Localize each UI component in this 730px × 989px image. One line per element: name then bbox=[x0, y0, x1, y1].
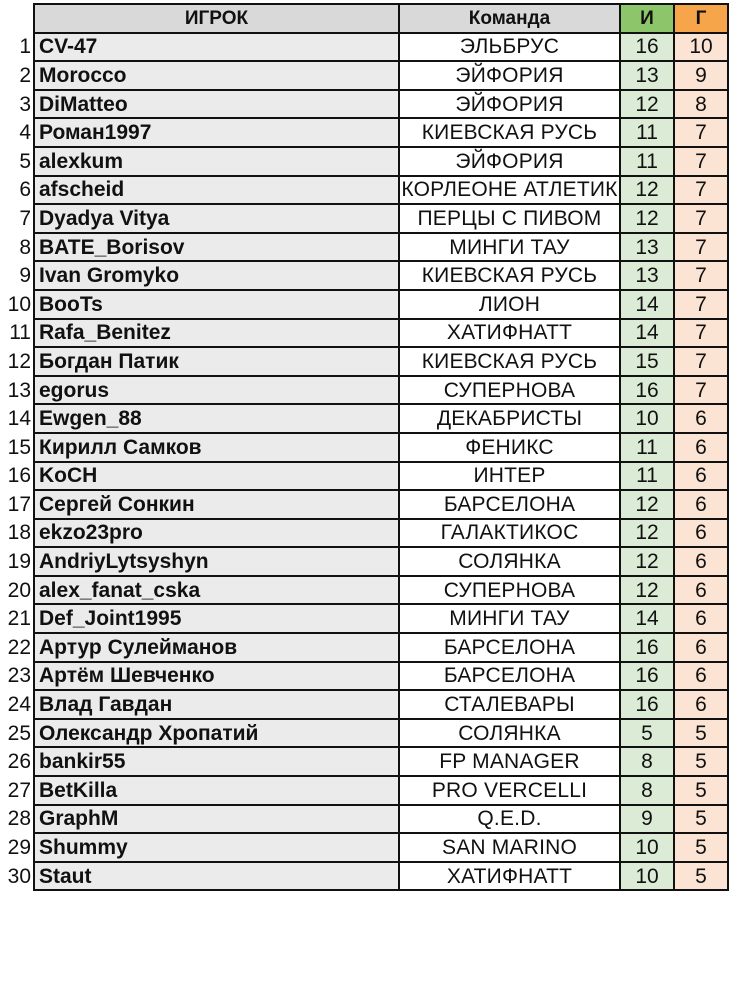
goals-cell: 6 bbox=[674, 604, 728, 633]
goals-cell: 5 bbox=[674, 747, 728, 776]
team-cell: КИЕВСКАЯ РУСЬ bbox=[399, 261, 620, 290]
player-cell: GraphM bbox=[34, 805, 399, 834]
team-cell: БАРСЕЛОНА bbox=[399, 490, 620, 519]
games-cell: 13 bbox=[620, 261, 674, 290]
team-cell: Q.E.D. bbox=[399, 805, 620, 834]
games-cell: 9 bbox=[620, 805, 674, 834]
goals-cell: 6 bbox=[674, 490, 728, 519]
rank-cell: 1 bbox=[0, 33, 34, 62]
goals-cell: 7 bbox=[674, 290, 728, 319]
team-cell: ХАТИФНАТТ bbox=[399, 862, 620, 891]
goals-cell: 5 bbox=[674, 862, 728, 891]
table-row bbox=[0, 176, 728, 205]
games-cell: 11 bbox=[620, 462, 674, 491]
player-cell: Morocco bbox=[34, 61, 399, 90]
team-cell: ИНТЕР bbox=[399, 462, 620, 491]
games-cell: 13 bbox=[620, 233, 674, 262]
games-cell: 13 bbox=[620, 61, 674, 90]
player-cell: Staut bbox=[34, 862, 399, 891]
rank-cell: 9 bbox=[0, 261, 34, 290]
rank-cell: 22 bbox=[0, 633, 34, 662]
goals-cell: 7 bbox=[674, 204, 728, 233]
goals-cell: 7 bbox=[674, 376, 728, 405]
rank-cell: 24 bbox=[0, 690, 34, 719]
table-row bbox=[0, 404, 728, 433]
games-cell: 11 bbox=[620, 118, 674, 147]
player-cell: Кирилл Самков bbox=[34, 433, 399, 462]
games-cell: 5 bbox=[620, 719, 674, 748]
table-row bbox=[0, 147, 728, 176]
games-cell: 15 bbox=[620, 347, 674, 376]
player-cell: Влад Гавдан bbox=[34, 690, 399, 719]
table-row bbox=[0, 290, 728, 319]
goals-cell: 6 bbox=[674, 576, 728, 605]
team-cell: СОЛЯНКА bbox=[399, 719, 620, 748]
team-header: Команда bbox=[399, 4, 620, 33]
games-cell: 10 bbox=[620, 862, 674, 891]
standings-table bbox=[0, 3, 729, 891]
team-cell: ЭЙФОРИЯ bbox=[399, 147, 620, 176]
games-cell: 16 bbox=[620, 662, 674, 691]
games-cell: 11 bbox=[620, 147, 674, 176]
goals-cell: 7 bbox=[674, 347, 728, 376]
team-cell: МИНГИ ТАУ bbox=[399, 233, 620, 262]
player-cell: DiMatteo bbox=[34, 90, 399, 119]
player-cell: alex_fanat_cska bbox=[34, 576, 399, 605]
table-row bbox=[0, 576, 728, 605]
player-cell: Def_Joint1995 bbox=[34, 604, 399, 633]
team-cell: ЛИОН bbox=[399, 290, 620, 319]
goals-cell: 6 bbox=[674, 519, 728, 548]
rank-header bbox=[0, 4, 34, 33]
goals-cell: 6 bbox=[674, 547, 728, 576]
rank-cell: 4 bbox=[0, 118, 34, 147]
player-cell: BooTs bbox=[34, 290, 399, 319]
games-cell: 12 bbox=[620, 519, 674, 548]
table-row bbox=[0, 662, 728, 691]
table-row bbox=[0, 604, 728, 633]
games-cell: 10 bbox=[620, 404, 674, 433]
table-row bbox=[0, 490, 728, 519]
games-cell: 12 bbox=[620, 176, 674, 205]
rank-cell: 12 bbox=[0, 347, 34, 376]
team-cell: БАРСЕЛОНА bbox=[399, 633, 620, 662]
goals-cell: 7 bbox=[674, 261, 728, 290]
rank-cell: 5 bbox=[0, 147, 34, 176]
rank-cell: 27 bbox=[0, 776, 34, 805]
team-cell: БАРСЕЛОНА bbox=[399, 662, 620, 691]
table-row bbox=[0, 33, 728, 62]
team-cell: SAN MARINO bbox=[399, 833, 620, 862]
games-cell: 16 bbox=[620, 33, 674, 62]
goals-cell: 8 bbox=[674, 90, 728, 119]
table-body bbox=[0, 33, 728, 891]
games-cell: 12 bbox=[620, 490, 674, 519]
rank-cell: 15 bbox=[0, 433, 34, 462]
rank-cell: 23 bbox=[0, 662, 34, 691]
goals-cell: 5 bbox=[674, 805, 728, 834]
team-cell: FP MANAGER bbox=[399, 747, 620, 776]
rank-cell: 19 bbox=[0, 547, 34, 576]
table-row bbox=[0, 319, 728, 348]
table-row bbox=[0, 776, 728, 805]
table-row bbox=[0, 376, 728, 405]
games-cell: 8 bbox=[620, 747, 674, 776]
team-cell: ЭЙФОРИЯ bbox=[399, 90, 620, 119]
goals-cell: 5 bbox=[674, 833, 728, 862]
rank-cell: 2 bbox=[0, 61, 34, 90]
player-cell: Артём Шевченко bbox=[34, 662, 399, 691]
games-cell: 12 bbox=[620, 90, 674, 119]
goals-cell: 5 bbox=[674, 719, 728, 748]
player-cell: Ewgen_88 bbox=[34, 404, 399, 433]
goals-cell: 7 bbox=[674, 147, 728, 176]
team-cell: ХАТИФНАТТ bbox=[399, 319, 620, 348]
games-cell: 14 bbox=[620, 319, 674, 348]
player-cell: Артур Сулейманов bbox=[34, 633, 399, 662]
player-cell: Олександр Хропатий bbox=[34, 719, 399, 748]
goals-header: Г bbox=[674, 4, 728, 33]
rank-cell: 29 bbox=[0, 833, 34, 862]
team-cell: КИЕВСКАЯ РУСЬ bbox=[399, 118, 620, 147]
goals-cell: 6 bbox=[674, 462, 728, 491]
rank-cell: 30 bbox=[0, 862, 34, 891]
games-header: И bbox=[620, 4, 674, 33]
goals-cell: 6 bbox=[674, 633, 728, 662]
goals-cell: 7 bbox=[674, 176, 728, 205]
team-cell: ФЕНИКС bbox=[399, 433, 620, 462]
games-cell: 8 bbox=[620, 776, 674, 805]
player-cell: ekzo23pro bbox=[34, 519, 399, 548]
table-row bbox=[0, 747, 728, 776]
games-cell: 14 bbox=[620, 604, 674, 633]
team-cell: ЭЛЬБРУС bbox=[399, 33, 620, 62]
goals-cell: 5 bbox=[674, 776, 728, 805]
goals-cell: 7 bbox=[674, 319, 728, 348]
player-cell: BetKilla bbox=[34, 776, 399, 805]
table-row bbox=[0, 204, 728, 233]
player-cell: Rafa_Benitez bbox=[34, 319, 399, 348]
team-cell: ГАЛАКТИКОС bbox=[399, 519, 620, 548]
table-row bbox=[0, 233, 728, 262]
games-cell: 12 bbox=[620, 547, 674, 576]
games-cell: 16 bbox=[620, 376, 674, 405]
rank-cell: 17 bbox=[0, 490, 34, 519]
rank-cell: 25 bbox=[0, 719, 34, 748]
team-cell: ПЕРЦЫ С ПИВОМ bbox=[399, 204, 620, 233]
games-cell: 16 bbox=[620, 690, 674, 719]
table-row bbox=[0, 118, 728, 147]
table-row bbox=[0, 61, 728, 90]
header-row bbox=[0, 4, 728, 33]
table-row bbox=[0, 833, 728, 862]
rank-cell: 13 bbox=[0, 376, 34, 405]
table-row bbox=[0, 719, 728, 748]
goals-cell: 7 bbox=[674, 118, 728, 147]
player-cell: Shummy bbox=[34, 833, 399, 862]
goals-cell: 7 bbox=[674, 233, 728, 262]
team-cell: СУПЕРНОВА bbox=[399, 576, 620, 605]
rank-cell: 14 bbox=[0, 404, 34, 433]
table-row bbox=[0, 261, 728, 290]
rank-cell: 18 bbox=[0, 519, 34, 548]
table-row bbox=[0, 433, 728, 462]
player-cell: CV-47 bbox=[34, 33, 399, 62]
player-cell: Ivan Gromyko bbox=[34, 261, 399, 290]
player-cell: egorus bbox=[34, 376, 399, 405]
player-cell: Сергей Сонкин bbox=[34, 490, 399, 519]
team-cell: МИНГИ ТАУ bbox=[399, 604, 620, 633]
rank-cell: 6 bbox=[0, 176, 34, 205]
team-cell: КИЕВСКАЯ РУСЬ bbox=[399, 347, 620, 376]
table-row bbox=[0, 862, 728, 891]
player-cell: Dyadya Vitya bbox=[34, 204, 399, 233]
team-cell: PRO VERCELLI bbox=[399, 776, 620, 805]
team-cell: ДЕКАБРИСТЫ bbox=[399, 404, 620, 433]
games-cell: 10 bbox=[620, 833, 674, 862]
games-cell: 12 bbox=[620, 576, 674, 605]
goals-cell: 10 bbox=[674, 33, 728, 62]
goals-cell: 6 bbox=[674, 433, 728, 462]
table-row bbox=[0, 547, 728, 576]
games-cell: 16 bbox=[620, 633, 674, 662]
rank-cell: 16 bbox=[0, 462, 34, 491]
player-cell: Богдан Патик bbox=[34, 347, 399, 376]
team-cell: СУПЕРНОВА bbox=[399, 376, 620, 405]
player-cell: AndriyLytsyshyn bbox=[34, 547, 399, 576]
rank-cell: 28 bbox=[0, 805, 34, 834]
table-row bbox=[0, 690, 728, 719]
rank-cell: 3 bbox=[0, 90, 34, 119]
rank-cell: 10 bbox=[0, 290, 34, 319]
rank-cell: 7 bbox=[0, 204, 34, 233]
player-header: ИГРОК bbox=[34, 4, 399, 33]
table-row bbox=[0, 633, 728, 662]
table-row bbox=[0, 805, 728, 834]
team-cell: СТАЛЕВАРЫ bbox=[399, 690, 620, 719]
team-cell: ЭЙФОРИЯ bbox=[399, 61, 620, 90]
rank-cell: 11 bbox=[0, 319, 34, 348]
team-cell: КОРЛЕОНЕ АТЛЕТИК bbox=[399, 176, 620, 205]
games-cell: 11 bbox=[620, 433, 674, 462]
games-cell: 12 bbox=[620, 204, 674, 233]
table-row bbox=[0, 347, 728, 376]
player-cell: afscheid bbox=[34, 176, 399, 205]
goals-cell: 9 bbox=[674, 61, 728, 90]
rank-cell: 26 bbox=[0, 747, 34, 776]
player-cell: BATE_Borisov bbox=[34, 233, 399, 262]
player-cell: Роман1997 bbox=[34, 118, 399, 147]
games-cell: 14 bbox=[620, 290, 674, 319]
goals-cell: 6 bbox=[674, 662, 728, 691]
player-cell: alexkum bbox=[34, 147, 399, 176]
player-cell: bankir55 bbox=[34, 747, 399, 776]
player-cell: KoCH bbox=[34, 462, 399, 491]
rank-cell: 21 bbox=[0, 604, 34, 633]
table-row bbox=[0, 462, 728, 491]
team-cell: СОЛЯНКА bbox=[399, 547, 620, 576]
goals-cell: 6 bbox=[674, 690, 728, 719]
table-row bbox=[0, 90, 728, 119]
rank-cell: 20 bbox=[0, 576, 34, 605]
table-row bbox=[0, 519, 728, 548]
goals-cell: 6 bbox=[674, 404, 728, 433]
rank-cell: 8 bbox=[0, 233, 34, 262]
